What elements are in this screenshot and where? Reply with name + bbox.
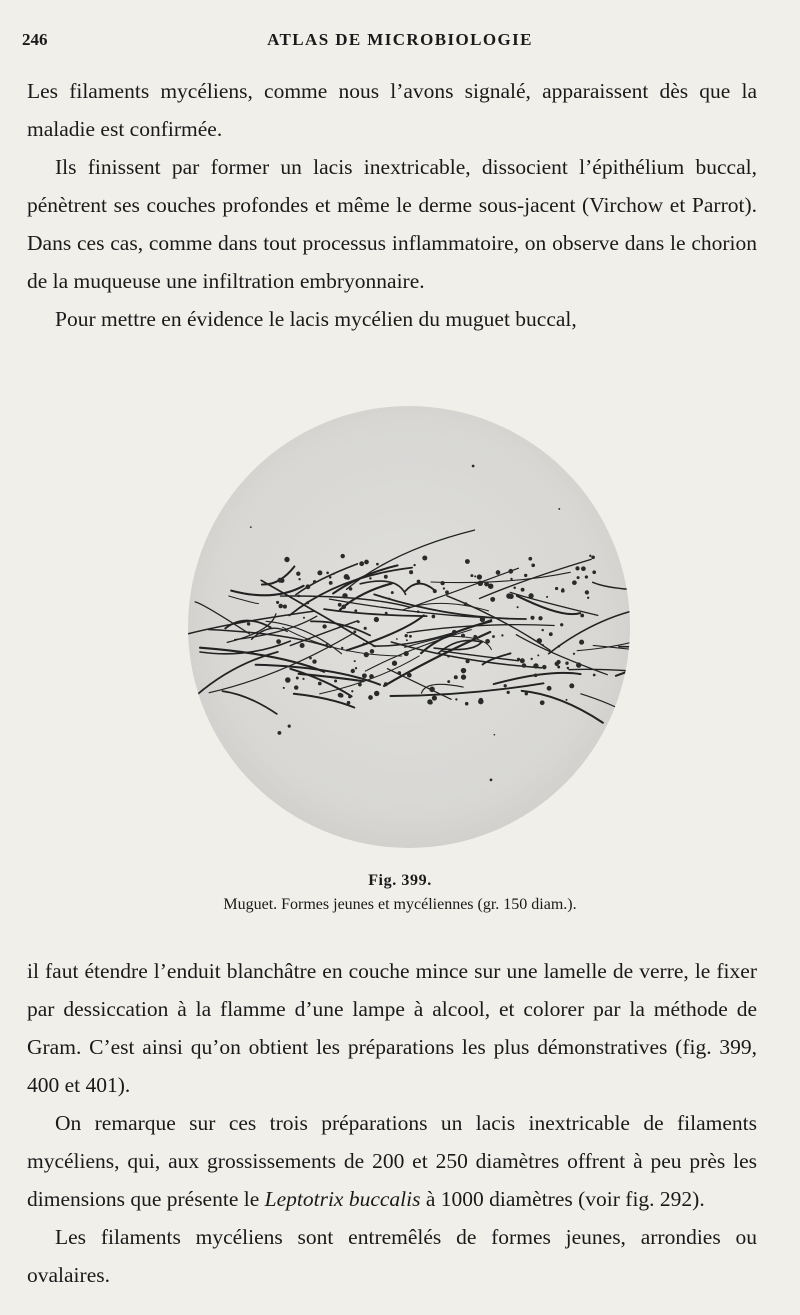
- spore: [322, 624, 326, 628]
- spore: [557, 666, 560, 669]
- spore: [589, 555, 591, 557]
- spore: [357, 620, 360, 623]
- spore: [326, 571, 329, 574]
- spore: [455, 698, 457, 700]
- spore: [364, 652, 369, 657]
- spore: [429, 701, 432, 704]
- spore: [522, 663, 526, 667]
- spore: [333, 573, 335, 575]
- spore: [531, 658, 533, 660]
- spore: [576, 662, 581, 667]
- spore: [452, 630, 457, 635]
- spore: [296, 572, 300, 576]
- spore: [329, 581, 333, 585]
- spore: [485, 639, 490, 644]
- spore: [342, 593, 347, 598]
- spore: [517, 658, 520, 661]
- spore: [385, 612, 388, 615]
- spore: [488, 583, 494, 589]
- spore: [461, 668, 466, 673]
- spore: [409, 570, 413, 574]
- figure-description: Muguet. Formes jeunes et mycéliennes (gr. 150 diam.).: [223, 896, 577, 913]
- spore: [480, 617, 485, 622]
- spore: [478, 581, 483, 586]
- spore: [549, 632, 553, 636]
- spore: [374, 691, 379, 696]
- spore: [537, 654, 539, 656]
- spore: [447, 655, 449, 657]
- spore: [577, 576, 580, 579]
- spore: [297, 595, 300, 598]
- paragraph: Pour mettre en évidence le lacis mycélien du muguet buccal,: [55, 307, 577, 331]
- spore: [349, 587, 353, 591]
- spore: [520, 658, 525, 663]
- spore: [354, 660, 356, 662]
- spore: [473, 635, 477, 639]
- species-name: Leptotrix buccalis: [264, 1187, 421, 1211]
- spore: [556, 660, 560, 664]
- spore: [490, 779, 493, 782]
- spore: [342, 605, 347, 610]
- spore: [409, 635, 412, 638]
- spore: [492, 635, 495, 638]
- spore: [397, 671, 401, 675]
- spore: [288, 725, 291, 728]
- paragraph: il faut étendre l’enduit blanchâtre en couche mince sur une lamelle de verre, le fixer par dessiccation à la flamme d’une lampe à alcool, et colorer par la méthode de Gram. C’est ainsi qu’on obtient les préparations les plus démonstratives (fig. 399, 400 et 401).: [27, 959, 757, 1097]
- spore: [296, 677, 299, 680]
- spore: [313, 580, 316, 583]
- spore: [432, 615, 436, 619]
- spore: [591, 555, 595, 559]
- spore: [334, 679, 337, 682]
- spore: [422, 555, 427, 560]
- spore: [355, 667, 357, 669]
- paragraph: Les filaments mycéliens sont entremêlés de formes jeunes, arrondies ou ovalaires.: [27, 1225, 757, 1287]
- spore: [384, 575, 388, 579]
- spore: [329, 576, 332, 579]
- spore: [298, 578, 300, 580]
- spore: [348, 695, 351, 698]
- spore: [533, 663, 538, 668]
- spore: [542, 665, 546, 669]
- spore: [528, 557, 532, 561]
- figure-label: Fig. 399.: [368, 872, 432, 889]
- spore: [517, 606, 519, 608]
- paragraph: Ils finissent par former un lacis inextricable, dissocient l’épithélium buccal, pénètrent ses couches profondes et même le derme sous-jacent (Virchow et Parrot). Dans ces cas, comme dans tout processus inflammatoire, on observe dans le chorion de la muqueuse une infiltration embryonnaire.: [27, 155, 757, 293]
- spore: [429, 687, 435, 693]
- spore: [461, 634, 465, 638]
- spore: [338, 603, 342, 607]
- spore: [302, 678, 304, 680]
- spore: [369, 674, 374, 679]
- spore: [404, 651, 409, 656]
- spore: [528, 593, 533, 598]
- spore: [346, 576, 350, 580]
- spore: [276, 639, 281, 644]
- spore: [374, 617, 379, 622]
- spore: [353, 630, 356, 633]
- paragraph: [27, 1104, 757, 1218]
- spore: [396, 638, 398, 640]
- spore: [309, 657, 312, 660]
- spore: [573, 653, 575, 655]
- spore: [565, 699, 567, 701]
- spore: [340, 554, 344, 558]
- spore: [593, 674, 596, 677]
- spore: [490, 597, 495, 602]
- spore: [558, 508, 560, 510]
- page-header: [22, 30, 778, 54]
- spore: [413, 564, 415, 566]
- spore: [283, 687, 285, 689]
- spore: [341, 647, 343, 649]
- spore: [376, 563, 379, 566]
- spore: [368, 695, 373, 700]
- spore: [472, 465, 475, 468]
- spore: [294, 685, 298, 689]
- spore: [521, 588, 525, 592]
- spore: [278, 578, 283, 583]
- spore: [432, 696, 437, 701]
- spore: [407, 673, 412, 678]
- spore: [445, 590, 449, 594]
- spore: [326, 644, 328, 646]
- spore: [508, 569, 513, 574]
- spore: [525, 692, 528, 695]
- spore: [417, 610, 420, 613]
- spore: [572, 580, 577, 585]
- spore: [466, 659, 470, 663]
- spore: [391, 591, 394, 594]
- spore: [547, 686, 552, 691]
- spore: [538, 616, 542, 620]
- spore: [384, 682, 388, 686]
- spore: [358, 683, 362, 687]
- spore: [364, 627, 367, 630]
- spore: [555, 587, 558, 590]
- spore: [433, 589, 437, 593]
- spore: [507, 691, 510, 694]
- spore: [592, 570, 596, 574]
- microscope-field: [188, 406, 630, 848]
- spore: [318, 682, 322, 686]
- spore: [370, 649, 375, 654]
- spore: [496, 570, 501, 575]
- spore: [474, 575, 476, 577]
- figure-caption: [0, 872, 800, 914]
- spore: [359, 561, 364, 566]
- spore: [461, 674, 466, 679]
- spore: [305, 584, 310, 589]
- spore: [540, 700, 545, 705]
- spore: [531, 563, 535, 567]
- spore: [542, 644, 544, 646]
- spore: [392, 661, 397, 666]
- spore: [351, 690, 353, 692]
- spore: [354, 609, 357, 612]
- spore: [579, 640, 584, 645]
- spore: [363, 643, 365, 645]
- spore: [312, 659, 316, 663]
- spore: [546, 596, 548, 598]
- spore: [362, 673, 367, 678]
- spore: [417, 580, 421, 584]
- spore: [558, 645, 561, 648]
- spore: [567, 667, 570, 670]
- spore: [388, 598, 390, 600]
- spore: [364, 560, 369, 565]
- paragraph: Les filaments mycéliens, comme nous l’avons signalé, apparaissent dès que la maladie est confirmée.: [27, 79, 757, 141]
- paragraph-text: On remarque sur ces trois préparations un lacis inextricable de filaments mycéliens, qui, aux grossissements de 200 et 250 diamètres offrent à peu près les dimensions que présente le: [27, 1111, 757, 1211]
- spore: [278, 604, 283, 609]
- spore: [250, 526, 252, 528]
- micrograph-figure: [187, 405, 631, 849]
- spore: [283, 605, 287, 609]
- spore: [587, 597, 589, 599]
- spore: [247, 622, 250, 625]
- spore: [524, 574, 527, 577]
- spore: [447, 680, 450, 683]
- spore: [276, 601, 279, 604]
- spore: [585, 575, 588, 578]
- spore: [285, 677, 291, 683]
- spore: [477, 574, 482, 579]
- spore: [575, 566, 579, 570]
- spore: [347, 701, 351, 705]
- spore: [405, 634, 408, 637]
- spore: [561, 589, 565, 593]
- spore: [406, 639, 408, 641]
- spore: [339, 694, 343, 698]
- spore: [501, 634, 503, 636]
- spore: [465, 559, 470, 564]
- text-block-bottom: [27, 952, 757, 1294]
- spore: [317, 570, 322, 575]
- spore: [300, 643, 305, 648]
- spore: [580, 614, 584, 618]
- spore: [351, 669, 355, 673]
- spore: [585, 590, 589, 594]
- paragraph-text: à 1000 diamètres (voir fig. 292).: [420, 1187, 705, 1211]
- spore: [541, 629, 543, 631]
- spore: [530, 616, 534, 620]
- spore: [470, 574, 473, 577]
- spore: [479, 698, 483, 702]
- spore: [454, 675, 458, 679]
- spore: [440, 581, 444, 585]
- spore: [506, 593, 512, 599]
- running-title: ATLAS DE MICROBIOLOGIE: [267, 30, 533, 49]
- spore: [565, 661, 568, 664]
- spore: [443, 587, 445, 589]
- spore: [284, 557, 289, 562]
- spore: [513, 586, 516, 589]
- page-number: 246: [22, 30, 48, 49]
- spore: [277, 731, 281, 735]
- spore: [465, 702, 469, 706]
- spore: [560, 623, 563, 626]
- spore: [534, 673, 538, 677]
- spore: [303, 617, 305, 619]
- spore: [464, 602, 468, 606]
- spore: [569, 683, 574, 688]
- spore: [510, 578, 512, 580]
- spore: [306, 601, 309, 604]
- spore: [504, 684, 507, 687]
- spore: [369, 577, 372, 580]
- text-block-top: [27, 72, 757, 338]
- spore: [494, 734, 496, 736]
- spore: [581, 566, 586, 571]
- spore: [537, 638, 542, 643]
